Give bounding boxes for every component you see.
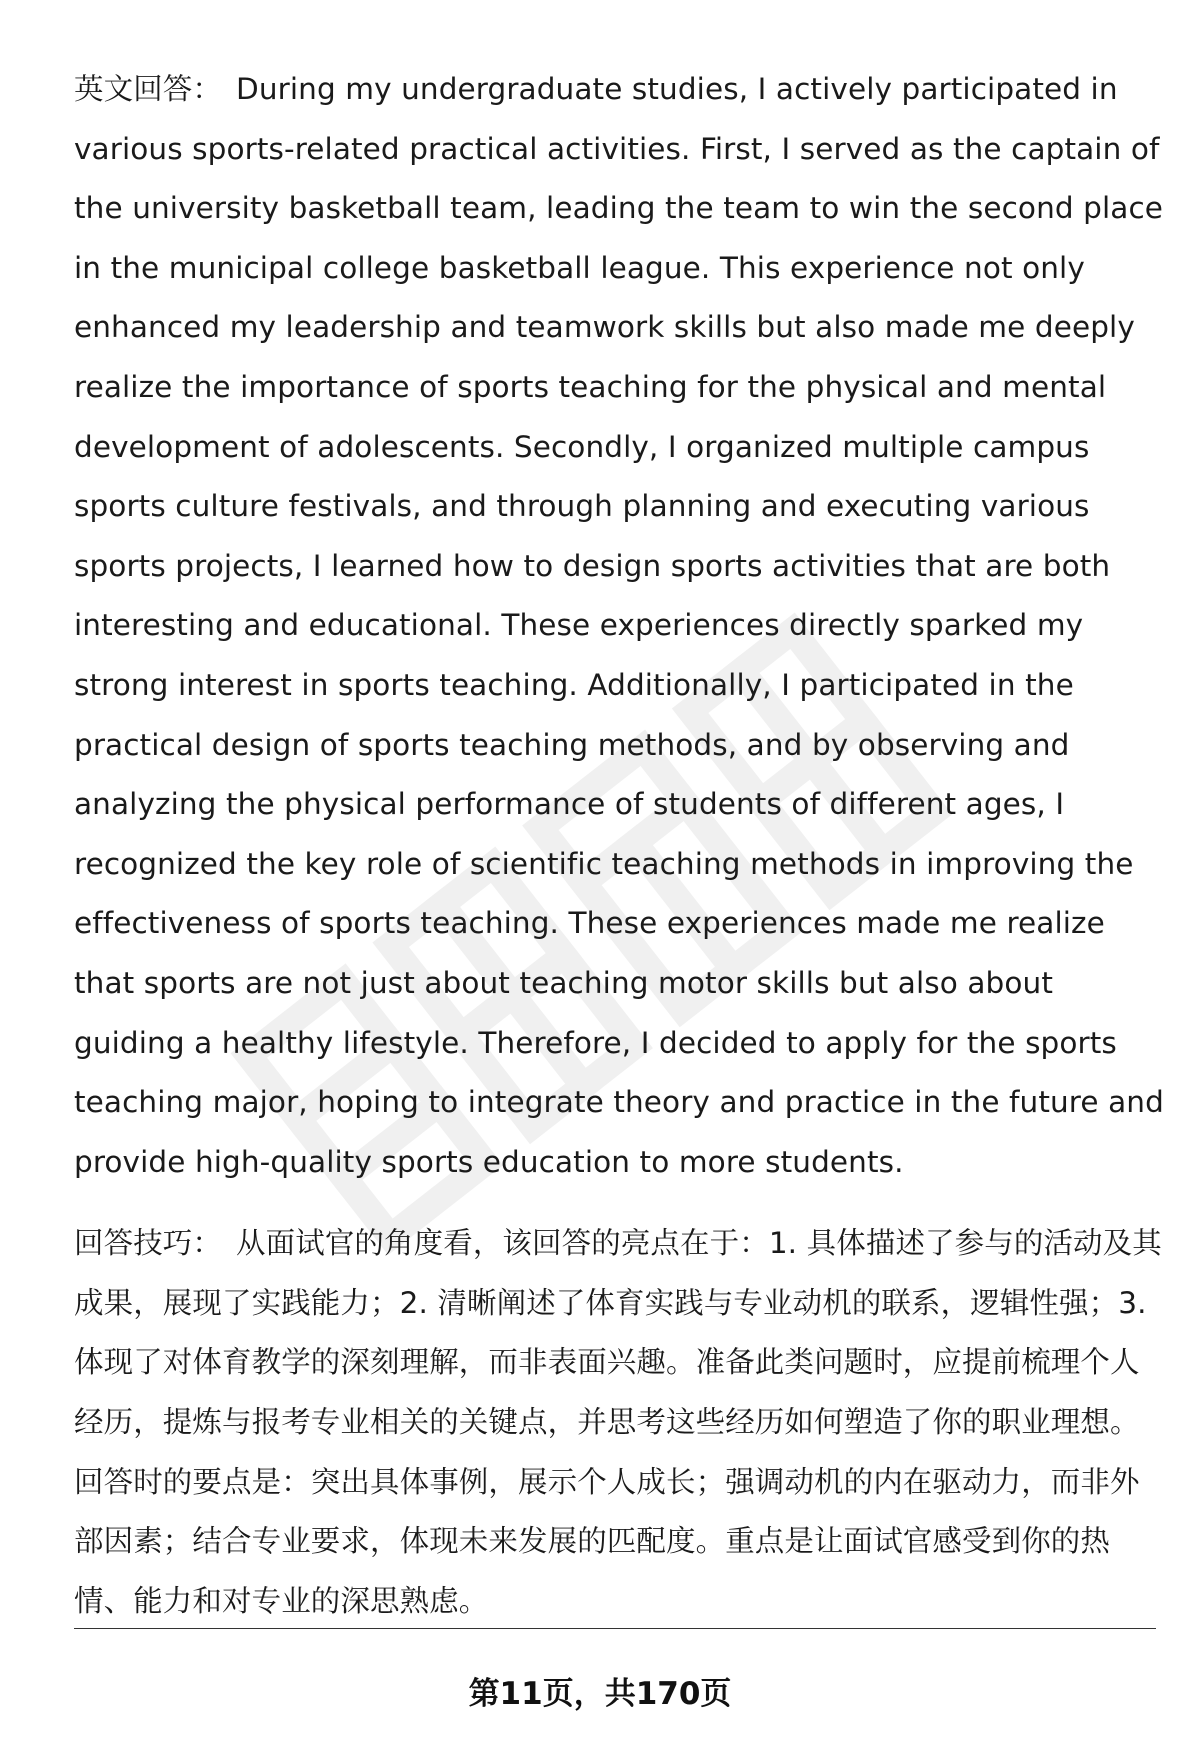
page-number: 第11页，共170页: [468, 1676, 732, 1712]
answer-tips-label: 回答技巧：: [74, 1226, 223, 1261]
english-answer-label: 英文回答：: [74, 72, 223, 106]
answer-tips-paragraph: [74, 1214, 1164, 1631]
answer-tips-text: 从面试官的角度看，该回答的亮点在于：1. 具体描述了参与的活动及其成果，展现了实践能力；2. 清晰阐述了体育实践与专业动机的联系，逻辑性强；3. 体现了对体育教学的深刻理解，而非表面兴趣。准备此类问题时，应提前梳理个人经历，提炼与报考专业相关的关键点，并思考这些经历如何塑造了你的职业理想。回答时的要点是：突出具体事例，展示个人成长；强调动机的内在驱动力，而非外部因素；结合专业要求，体现未来发展的匹配度。重点是让面试官感受到你的热情、能力和对专业的深思熟虑。: [74, 1226, 1162, 1618]
english-answer-paragraph: [74, 60, 1164, 1192]
content-area: [74, 60, 1164, 1631]
footer-divider: [74, 1628, 1156, 1629]
english-answer-text: During my undergraduate studies, I actively participated in various sports-related practical activities. First, I served as the captain of the university basketball team, leading the team to win the second place in the municipal college basketball league. This experience not only enhanced my leadership and teamwork skills but also made me deeply realize the importance of sports teaching for the physical and mental development of adolescents. Secondly, I organized multiple campus sports culture festivals, and through planning and executing various sports projects, I learned how to design sports activities that are both interesting and educational. These experiences directly sparked my strong interest in sports teaching. Additionally, I participated in the practical design of sports teaching methods, and by observing and analyzing the physical performance of students of different ages, I recognized the key role of scientific teaching methods in improving the effectiveness of sports teaching. These experiences made me realize that sports are not just about teaching motor skills but also about guiding a healthy lifestyle. Therefore, I decided to apply for the sports teaching major, hoping to integrate theory and practice in the future and provide high-quality sports education to more students.: [74, 72, 1164, 1179]
